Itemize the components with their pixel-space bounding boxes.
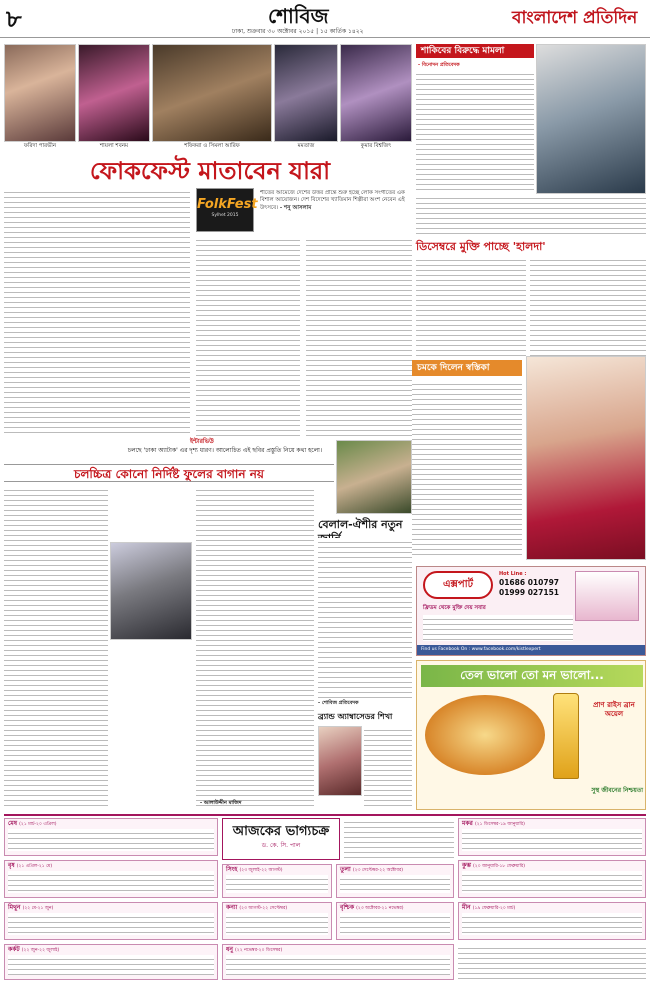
folkfest-logo: FolkFest Sylhet 2015 <box>196 188 254 232</box>
photo-shayla <box>78 44 150 142</box>
newspaper-brand: বাংলাদেশ প্রতিদিন <box>512 8 638 28</box>
halda-body-col1 <box>416 256 526 356</box>
photo-farida <box>4 44 76 142</box>
horoscope-sign: ধনু (২২ নভেম্বর-২০ ডিসেম্বর) <box>222 944 454 980</box>
shakib-byline: - বিনোদন প্রতিবেদক <box>418 62 460 68</box>
bela-byline: - শোবিজ প্রতিবেদক <box>318 700 359 706</box>
folkfest-body-col3 <box>306 236 412 436</box>
ambassador-body <box>364 726 412 806</box>
photo-bela <box>336 440 412 514</box>
photo-momtaz <box>274 44 338 142</box>
horoscope-sign: মিথুন (২২ মে-২১ জুন) <box>4 902 218 940</box>
shakib-body-cont <box>416 194 646 234</box>
interview-kicker: ইন্টারভিউ <box>190 438 214 445</box>
photo-shikha <box>318 726 362 796</box>
section-title: শোবিজ <box>268 4 329 28</box>
halda-headline: ডিসেম্বরে মুক্তি পাচ্ছে 'হালদা' <box>416 240 546 253</box>
photo-caption: ফরিদা পারভীন <box>23 143 57 149</box>
pran-food-image <box>425 695 545 775</box>
campaign-body-col1 <box>4 486 108 808</box>
horoscope-title-box <box>222 818 340 860</box>
horoscope-author: ড. কে. সি. পাল <box>261 842 301 850</box>
horoscope-sign: মকর (২১ ডিসেম্বর-১৯ জানুয়ারি) <box>458 818 646 856</box>
shakib-body <box>416 70 534 190</box>
horoscope-sign: মীন (১৯ ফেব্রুয়ারি-২০ মার্চ) <box>458 902 646 940</box>
pran-slogan: তেল ভালো তো মন ভালো... <box>421 665 643 687</box>
folkfest-headline: ফোকফেস্ট মাতাবেন যারা <box>89 157 331 185</box>
photo-caption: শায়লা শবনম <box>99 143 129 149</box>
photo-shakib <box>536 44 646 194</box>
shakib-headline: শাকিবের বিরুদ্ধে মামলা <box>416 44 534 58</box>
dateline: ঢাকা, শুক্রবার ৩০ অক্টোবর ২০১৫ | ১৫ কার্তিক ১৪২২ <box>232 28 364 35</box>
folkfest-body-col2 <box>196 236 300 436</box>
photo-caption: কুমার বিশ্বজিৎ <box>360 143 392 149</box>
swastika-body <box>412 380 522 556</box>
campaign-headline: চলচ্চিত্র কোনো নির্দিষ্ট ফুলের বাগান নয় <box>4 464 334 482</box>
bela-body <box>318 538 412 698</box>
pran-tagline: সুস্থ জীবনের নিশ্চয়তা <box>591 787 643 794</box>
photo-caption: মমতাজ <box>297 143 315 149</box>
expart-logo: এক্সপার্ট <box>423 571 493 599</box>
horoscope-sign: সিংহ (২৩ জুলাই-২২ আগস্ট) <box>222 864 332 898</box>
ad-expart: এক্সপার্ট Hot Line : 01686 010797 01999 027151 ফ্রিডম থেকে মুক্তি দেয় সবার Find us Facebook On : www.facebook.com/kistlexpert <box>416 566 646 656</box>
expart-facebook: Find us Facebook On : www.facebook.com/kistlexpert <box>417 645 645 655</box>
horoscope-sign: বৃশ্চিক (২৩ অক্টোবর-২১ নভেম্বর) <box>336 902 454 940</box>
campaign-lead: চলছে 'ঢাকা অ্যাটাক' এর দৃশ্য ধারণ। আলোচিত এই ছবির প্রস্তুতি নিয়ে কথা হলো। <box>127 447 323 454</box>
horoscope-intro <box>344 818 454 860</box>
bela-headline: বেলাল-ঐশীর নতুন <box>318 518 403 531</box>
horoscope-sign: কন্যা (২৩ আগস্ট-২২ সেপ্টেম্বর) <box>222 902 332 940</box>
horoscope-extra <box>458 944 646 980</box>
expart-product <box>575 571 639 621</box>
campaign-body-col2 <box>196 486 314 808</box>
horoscope-sign: কর্কট (২২ জুন-২২ জুলাই) <box>4 944 218 980</box>
photo-swastika <box>526 356 646 560</box>
photo-caption: শফিকরা ও সিমলা আরিফ <box>184 143 240 149</box>
page-header <box>0 0 650 38</box>
ad-pran <box>416 660 646 810</box>
photo-shafiq-simla <box>152 44 272 142</box>
folkfest-intro: শীতের আমেজে দেশের উত্তর প্রান্তে শুরু হচ্ছে লোক সংগীতের এক বিশাল আয়োজন। দেশ বিদেশের খ্যাতিমান শিল্পীরা অংশ নেবেন এই উৎসবে। - শনু আসলাম <box>260 190 405 211</box>
ambassador-headline: ব্র্যান্ড অ্যাম্বাসেডর শিখা <box>318 712 393 721</box>
halda-body-col2 <box>530 256 646 356</box>
photo-biswajit <box>340 44 412 142</box>
pran-bottle <box>553 693 579 779</box>
page-number: ৮ <box>6 5 22 33</box>
swastika-headline: চমকে দিলেন স্বস্তিকা <box>412 360 522 376</box>
photo-director <box>110 542 192 640</box>
horoscope-sign: তুলা (২৩ সেপ্টেম্বর-২২ অক্টোবর) <box>336 864 454 898</box>
horoscope-sign: বৃষ (২১ এপ্রিল-২১ মে) <box>4 860 218 898</box>
campaign-byline: - আলাউদ্দীন মাজিদ <box>200 800 242 806</box>
horoscope-sign: মেষ (২১ মার্চ-২০ এপ্রিল) <box>4 818 218 856</box>
pran-product: প্রাণ রাইস ব্রান অয়েল <box>593 701 635 718</box>
horoscope-sign: কুম্ভ (২০ জানুয়ারি-১৮ ফেব্রুয়ারি) <box>458 860 646 898</box>
folkfest-body-col1 <box>4 188 190 436</box>
horoscope-title: আজকের ভাগ্যচক্র <box>232 824 330 839</box>
